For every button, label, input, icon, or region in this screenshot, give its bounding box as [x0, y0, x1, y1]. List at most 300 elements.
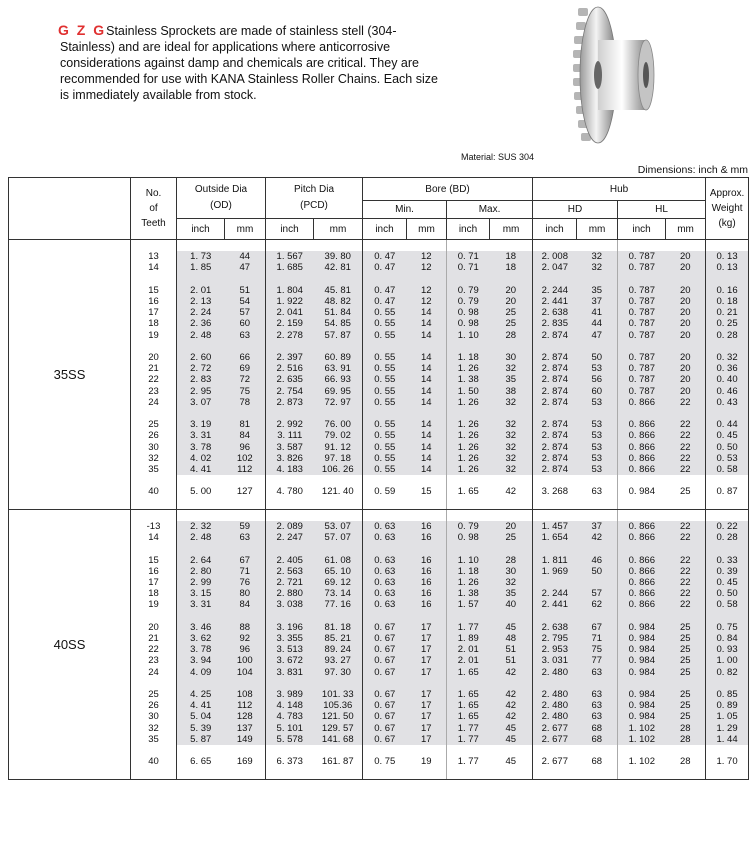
table-cell: 96	[225, 442, 266, 453]
table-cell: 20	[666, 330, 706, 341]
spacer-cell	[131, 745, 177, 756]
spacer-cell	[177, 240, 225, 252]
spacer-cell	[706, 498, 749, 510]
table-cell: 1. 77	[447, 723, 490, 734]
spacer-cell	[407, 240, 447, 252]
spacer-cell	[533, 543, 577, 554]
table-cell: 0. 21	[706, 307, 749, 318]
spacer-cell	[706, 475, 749, 486]
spacer-cell	[225, 274, 266, 285]
spacer-cell	[618, 745, 666, 756]
table-cell: 0. 866	[618, 453, 666, 464]
table-cell: 12	[407, 262, 447, 273]
table-cell: 1. 654	[533, 532, 577, 543]
table-cell: 51	[490, 644, 533, 655]
hub-hd-header: HD	[533, 201, 618, 219]
table-cell: 14	[407, 330, 447, 341]
table-cell: 20	[490, 521, 533, 532]
table-cell: 69. 95	[314, 386, 363, 397]
table-cell: 0. 55	[363, 419, 407, 430]
spacer-cell	[577, 745, 618, 756]
spacer-cell	[618, 498, 666, 510]
table-cell: 25	[666, 711, 706, 722]
table-cell: 1. 26	[447, 419, 490, 430]
teeth-cell: 23	[131, 386, 177, 397]
spacer-cell	[407, 678, 447, 689]
spacer-cell	[666, 509, 706, 521]
table-cell: 0. 55	[363, 453, 407, 464]
table-cell: 48. 82	[314, 296, 363, 307]
spacer-cell	[490, 274, 533, 285]
table-cell: 22	[666, 588, 706, 599]
spacer-cell	[447, 498, 490, 510]
table-cell: 62	[577, 599, 618, 610]
table-cell: 112	[225, 464, 266, 475]
spacer-cell	[618, 408, 666, 419]
spacer-cell	[447, 475, 490, 486]
spacer-cell	[131, 240, 177, 252]
table-cell: 53	[577, 442, 618, 453]
table-cell: 3. 826	[266, 453, 314, 464]
table-cell: 0. 67	[363, 723, 407, 734]
table-cell: 1. 567	[266, 251, 314, 262]
table-cell: 2. 635	[266, 374, 314, 385]
bore-header: Bore (BD)	[363, 178, 533, 201]
table-cell: 39. 80	[314, 251, 363, 262]
table-cell: 6. 373	[276, 756, 303, 768]
spacer-cell	[131, 678, 177, 689]
spacer-cell	[490, 341, 533, 352]
teeth-cell: 21	[131, 633, 177, 644]
table-cell: 25	[666, 655, 706, 666]
table-cell: 3. 587	[266, 442, 314, 453]
spacer-cell	[131, 611, 177, 622]
spacer-cell	[447, 509, 490, 521]
table-cell: 1. 65	[457, 486, 479, 498]
table-cell: 84	[225, 599, 266, 610]
table-cell: 0. 866	[618, 599, 666, 610]
spacer-cell	[363, 543, 407, 554]
teeth-cell: 19	[131, 330, 177, 341]
table-cell: 71	[577, 633, 618, 644]
table-cell: 0. 39	[706, 566, 749, 577]
teeth-cell: 30	[131, 442, 177, 453]
table-cell: 3. 989	[266, 689, 314, 700]
table-cell: 1. 26	[447, 577, 490, 588]
table-cell: 100	[225, 655, 266, 666]
table-cell: 0. 55	[363, 307, 407, 318]
table-cell: 30	[490, 566, 533, 577]
table-cell: 25	[490, 307, 533, 318]
table-cell: 20	[666, 352, 706, 363]
spacer-cell	[314, 274, 363, 285]
table-cell: 57. 07	[314, 532, 363, 543]
teeth-cell: 19	[131, 599, 177, 610]
table-cell: 53	[577, 419, 618, 430]
spacer-cell	[706, 408, 749, 419]
table-cell: 16	[407, 588, 447, 599]
table-cell: 0. 55	[363, 430, 407, 441]
table-cell: 105.36	[314, 700, 363, 711]
table-cell: 67	[577, 622, 618, 633]
table-cell: 45	[490, 734, 533, 745]
spacer-cell	[363, 240, 407, 252]
spacer-cell	[314, 341, 363, 352]
spacer-cell	[577, 509, 618, 521]
spacer-cell	[666, 498, 706, 510]
table-cell: 22	[666, 599, 706, 610]
spacer-cell	[490, 543, 533, 554]
spacer-cell	[131, 543, 177, 554]
table-cell: 2. 874	[533, 430, 577, 441]
table-cell: 0. 89	[706, 700, 749, 711]
table-cell: 2. 01	[447, 644, 490, 655]
table-cell: 0. 67	[363, 734, 407, 745]
table-cell: 17	[407, 633, 447, 644]
table-cell: 53	[577, 397, 618, 408]
table-cell: 0. 984	[618, 689, 666, 700]
table-cell: 0. 67	[363, 667, 407, 678]
spacer-cell	[131, 408, 177, 419]
teeth-cell: 26	[131, 700, 177, 711]
table-cell: 4. 148	[266, 700, 314, 711]
material-label: Material: SUS 304	[461, 152, 535, 162]
table-cell: 17	[407, 700, 447, 711]
spacer-cell	[177, 745, 225, 756]
teeth-cell: 25	[131, 419, 177, 430]
table-cell: 0. 45	[706, 430, 749, 441]
table-cell: 20	[666, 363, 706, 374]
table-cell: 4. 41	[177, 700, 225, 711]
unit-mm-header: mm	[407, 219, 447, 240]
spacer-cell	[266, 509, 314, 521]
pitch-dia-abbr: (PCD)	[300, 200, 328, 211]
spacer-cell	[407, 611, 447, 622]
spacer-cell	[407, 745, 447, 756]
table-cell: 20	[666, 262, 706, 273]
table-cell: 44	[577, 318, 618, 329]
table-body	[9, 240, 749, 780]
bore-min-header: Min.	[363, 201, 447, 219]
table-cell: 17	[407, 689, 447, 700]
table-cell: 51. 84	[314, 307, 363, 318]
spacer-cell	[490, 498, 533, 510]
table-cell: 2. 441	[533, 296, 577, 307]
intro-text: Stainless Sprockets are made of stainless stell (304-Stainless) and are ideal for applications where anticorrosive considerations against damp and chemicals are critical. They are recommended for use with KANA Stainless Roller Chains. Each size is immediately available from stock.	[60, 24, 438, 102]
table-cell: 2. 01	[177, 285, 225, 296]
table-cell: 0. 53	[706, 453, 749, 464]
table-cell: 3. 111	[266, 430, 314, 441]
table-cell: 169	[225, 756, 266, 767]
table-cell: 30	[490, 352, 533, 363]
hub-hl-header: HL	[618, 201, 706, 219]
table-cell: 2. 72	[177, 363, 225, 374]
table-cell: 2. 32	[177, 521, 225, 532]
table-cell: 25	[666, 644, 706, 655]
spacer-cell	[363, 341, 407, 352]
table-cell: 25	[666, 622, 706, 633]
intro-paragraph	[60, 22, 450, 103]
table-cell: 88	[225, 622, 266, 633]
spacer-cell	[314, 509, 363, 521]
spacer-cell	[447, 745, 490, 756]
table-spacer-row	[9, 240, 749, 252]
table-cell: 112	[225, 700, 266, 711]
spacer-cell	[266, 745, 314, 756]
table-cell: 2. 441	[533, 599, 577, 610]
table-cell: 0. 55	[363, 442, 407, 453]
table-cell: 66	[225, 352, 266, 363]
unit-inch-header: inch	[177, 219, 225, 240]
spacer-cell	[266, 475, 314, 486]
teeth-cell: 18	[131, 318, 177, 329]
table-cell: 0. 866	[618, 419, 666, 430]
unit-mm-header: mm	[577, 219, 618, 240]
spacer-cell	[177, 341, 225, 352]
table-cell: 3. 15	[177, 588, 225, 599]
table-cell: 32	[490, 464, 533, 475]
table-cell: 32	[577, 262, 618, 273]
table-cell: 1. 457	[533, 521, 577, 532]
table-cell: 16	[407, 521, 447, 532]
table-cell: 2. 754	[266, 386, 314, 397]
table-cell: 0. 67	[363, 622, 407, 633]
table-cell: 2. 874	[533, 453, 577, 464]
table-cell: 0. 98	[447, 307, 490, 318]
spacer-cell	[533, 767, 577, 779]
table-cell: 2. 874	[533, 397, 577, 408]
table-cell: 14	[407, 419, 447, 430]
table-cell: 2. 874	[533, 330, 577, 341]
spacer-cell	[577, 543, 618, 554]
teeth-cell: 23	[131, 655, 177, 666]
spacer-cell	[533, 240, 577, 252]
table-cell: 0. 984	[628, 486, 655, 498]
table-cell: 0. 46	[706, 386, 749, 397]
table-cell: 47	[577, 330, 618, 341]
table-cell: 12	[407, 296, 447, 307]
spacer-cell	[666, 678, 706, 689]
table-cell: 56	[577, 374, 618, 385]
table-cell: 4. 183	[266, 464, 314, 475]
table-cell: 1. 29	[706, 723, 749, 734]
spacer-cell	[577, 240, 618, 252]
unit-mm-header: mm	[314, 219, 363, 240]
spacer-cell	[706, 240, 749, 252]
table-cell: 12	[407, 285, 447, 296]
series-header	[9, 178, 131, 240]
table-cell: 22	[666, 397, 706, 408]
table-cell: 14	[407, 352, 447, 363]
teeth-cell: 22	[131, 644, 177, 655]
table-cell: 0. 44	[706, 419, 749, 430]
spacer-cell	[666, 475, 706, 486]
spacer-cell	[666, 767, 706, 779]
table-cell: 2. 874	[533, 386, 577, 397]
table-cell: 0. 63	[363, 588, 407, 599]
table-cell: 129. 57	[314, 723, 363, 734]
spacer-cell	[490, 475, 533, 486]
spacer-cell	[618, 678, 666, 689]
table-cell: 2. 089	[266, 521, 314, 532]
table-cell: 63	[577, 486, 618, 497]
teeth-cell: 40	[131, 756, 177, 767]
table-cell: 2. 48	[177, 532, 225, 543]
table-cell: 0. 63	[363, 521, 407, 532]
table-cell: 1. 65	[447, 689, 490, 700]
table-cell: 0. 50	[706, 442, 749, 453]
table-cell: 57	[577, 588, 618, 599]
spacer-cell	[490, 408, 533, 419]
table-cell: 2. 992	[266, 419, 314, 430]
spacer-cell	[407, 498, 447, 510]
spacer-cell	[225, 767, 266, 779]
teeth-cell: 24	[131, 397, 177, 408]
spacer-cell	[577, 767, 618, 779]
table-cell: 2. 36	[177, 318, 225, 329]
table-cell: 35	[577, 285, 618, 296]
table-cell: 0. 47	[363, 285, 407, 296]
table-cell: 51	[225, 285, 266, 296]
table-cell: 1. 804	[266, 285, 314, 296]
table-cell: 57. 87	[314, 330, 363, 341]
spacer-cell	[177, 678, 225, 689]
table-cell: 0. 984	[618, 644, 666, 655]
table-cell: 4. 780	[276, 486, 303, 498]
table-cell: 0. 866	[618, 532, 666, 543]
table-cell: 28	[490, 330, 533, 341]
teeth-cell: 24	[131, 667, 177, 678]
spacer-cell	[131, 498, 177, 510]
table-cell: 17	[407, 622, 447, 633]
table-cell: 1. 969	[533, 566, 577, 577]
table-cell: 53	[577, 363, 618, 374]
table-cell: 0. 71	[447, 262, 490, 273]
spacer-cell	[266, 498, 314, 510]
table-cell: 3. 355	[266, 633, 314, 644]
table-cell: 0. 82	[706, 667, 749, 678]
table-cell: 4. 25	[177, 689, 225, 700]
table-cell: 45	[490, 622, 533, 633]
spacer-cell	[618, 341, 666, 352]
table-cell: 14	[407, 442, 447, 453]
spacer-cell	[177, 611, 225, 622]
table-cell: 20	[490, 296, 533, 307]
table-cell: 2. 24	[177, 307, 225, 318]
table-cell: 42	[490, 711, 533, 722]
table-cell: 1. 18	[447, 352, 490, 363]
table-cell: 3. 268	[541, 486, 568, 498]
sprocket-icon	[560, 2, 660, 152]
table-cell: 50	[577, 566, 618, 577]
series-label: 40SS	[9, 509, 131, 779]
table-cell: 0. 22	[706, 521, 749, 532]
table-cell: 2. 874	[533, 352, 577, 363]
table-cell: 3. 831	[266, 667, 314, 678]
table-cell: 18	[490, 251, 533, 262]
teeth-cell: 32	[131, 453, 177, 464]
table-cell: 1. 57	[447, 599, 490, 610]
table-cell: 0. 866	[618, 430, 666, 441]
spacer-cell	[177, 767, 225, 779]
spacer-cell	[666, 745, 706, 756]
table-cell: 0. 63	[363, 577, 407, 588]
table-cell: 6. 65	[190, 756, 212, 768]
table-cell: 22	[666, 453, 706, 464]
table-cell: 14	[407, 386, 447, 397]
spacer-cell	[407, 408, 447, 419]
table-cell: 2. 873	[266, 397, 314, 408]
spacer-cell	[533, 611, 577, 622]
table-cell: 0. 984	[618, 711, 666, 722]
table-cell: 2. 13	[177, 296, 225, 307]
table-cell: 0. 84	[706, 633, 749, 644]
table-cell: 16	[407, 577, 447, 588]
spacer-cell	[363, 274, 407, 285]
table-cell: 1. 922	[266, 296, 314, 307]
table-cell: 91. 12	[314, 442, 363, 453]
spacer-cell	[314, 408, 363, 419]
spacer-cell	[490, 240, 533, 252]
spacer-cell	[314, 611, 363, 622]
table-cell: 14	[407, 318, 447, 329]
table-cell: 93. 27	[314, 655, 363, 666]
table-cell: 53	[577, 453, 618, 464]
table-cell: 18	[490, 262, 533, 273]
spacer-cell	[131, 341, 177, 352]
table-cell: 54	[225, 296, 266, 307]
table-cell: 16	[407, 599, 447, 610]
table-cell: 0. 787	[618, 285, 666, 296]
spacer-cell	[618, 611, 666, 622]
table-cell: 0. 33	[706, 555, 749, 566]
table-cell: 63	[577, 700, 618, 711]
table-cell: 37	[577, 296, 618, 307]
spacer-cell	[447, 678, 490, 689]
spacer-cell	[314, 745, 363, 756]
table-cell	[577, 577, 618, 588]
table-cell: 1. 77	[457, 756, 479, 768]
table-cell: 0. 55	[363, 363, 407, 374]
spacer-cell	[177, 475, 225, 486]
table-cell: 17	[407, 734, 447, 745]
table-cell: 121. 40	[314, 486, 363, 497]
table-cell: 3. 62	[177, 633, 225, 644]
spacer-cell	[666, 240, 706, 252]
table-cell: 0. 787	[618, 307, 666, 318]
table-cell: 15	[407, 486, 447, 497]
table-cell: 0. 47	[363, 251, 407, 262]
table-cell: 51	[490, 655, 533, 666]
spacer-cell	[225, 408, 266, 419]
table-cell: 0. 787	[618, 318, 666, 329]
table-cell: 2. 60	[177, 352, 225, 363]
table-cell: 2. 677	[541, 756, 568, 768]
table-cell: 0. 58	[706, 599, 749, 610]
table-cell: 73. 14	[314, 588, 363, 599]
table-cell: 75	[225, 386, 266, 397]
table-cell: 47	[225, 262, 266, 273]
table-cell: 0. 787	[618, 251, 666, 262]
table-cell: 3. 031	[533, 655, 577, 666]
table-cell: 68	[577, 756, 618, 767]
spacer-cell	[363, 475, 407, 486]
table-cell: 2. 48	[177, 330, 225, 341]
table-cell: 5. 39	[177, 723, 225, 734]
table-cell: 20	[666, 374, 706, 385]
table-cell: 1. 05	[706, 711, 749, 722]
spacer-cell	[666, 274, 706, 285]
